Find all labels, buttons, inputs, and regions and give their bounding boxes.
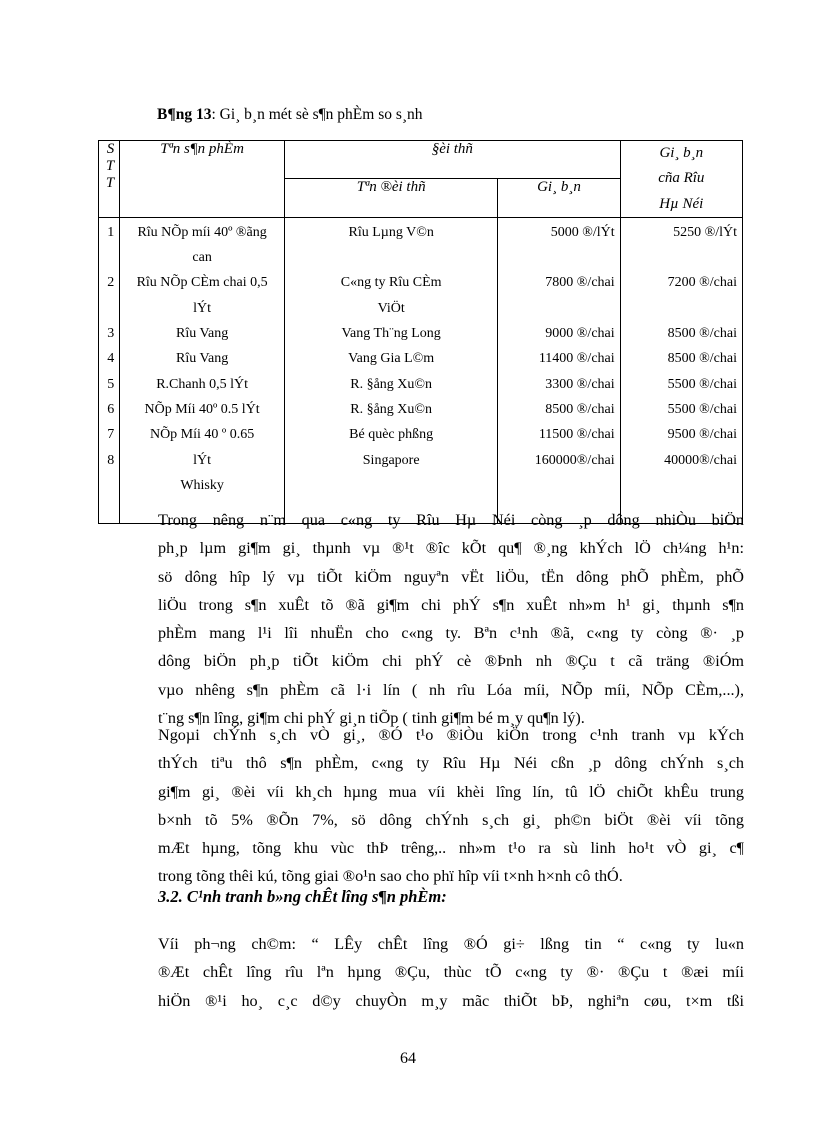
cell-stt [99, 422, 120, 447]
table-row [99, 321, 743, 346]
cell-line: 11400 ®/chai [538, 351, 615, 367]
cell-own_price [620, 346, 742, 371]
text-line: sö dông hîp lý vµ tiÕt kiÖm nguyªn vËt liÖu, tËn dông phÕ phÈm, phÕ [158, 567, 744, 586]
table-row [99, 397, 743, 422]
cell-comp_price [498, 321, 620, 346]
cell-competitor [285, 217, 498, 270]
cell-competitor [285, 321, 498, 346]
cell-line: 1 [107, 224, 115, 240]
cell-comp_price [498, 346, 620, 371]
cell-comp_price [498, 217, 620, 270]
cell-own_price [620, 270, 742, 321]
text-line: thÝch tiªu thô s¶n phÈm, c«ng ty Rîu Hµ Néi cßn ¸p dông chÝnh s¸ch [158, 754, 744, 773]
text-line: gi¶m gi¸ ®èi víi kh¸ch hµng mua víi khèi lîng lín, tû lÖ chiÕt khÊu trung [158, 782, 744, 801]
cell-line: C«ng ty Rîu CÈm [340, 275, 442, 291]
cell-line [104, 473, 114, 498]
text-line: phÈm mang l¹i lîi nhuËn cho c«ng ty. Bªn c¹nh ®ã, c«ng ty còng ®· ¸p [158, 624, 744, 643]
text-line: hiÖn ®¹i ho¸ c¸c d©y chuyÒn m¸y mãc thiÕt bÞ, nghiªn cøu, t×m tßi [158, 991, 744, 1010]
cell-line: Rîu Vang [175, 351, 229, 367]
table-caption [157, 106, 423, 124]
competitor-header: §èi thñ [285, 141, 621, 179]
cell-line: 6 [107, 401, 115, 417]
cell-line: Rîu NÕp míi 40º ®ãng [137, 224, 267, 240]
cell-line [290, 245, 492, 270]
cell-competitor [285, 397, 498, 422]
cell-stt [99, 321, 120, 346]
text-line: Ngoµi chÝnh s¸ch vÒ gi¸, ®Ó t¹o ®iÒu kiÖn trong c¹nh tranh vµ kÝch [158, 726, 744, 744]
cell-line: 40000®/chai [664, 452, 737, 468]
cell-product [120, 346, 285, 371]
cell-stt [99, 217, 120, 270]
cell-line: R. §ång Xu©n [350, 401, 433, 417]
cell-stt [99, 372, 120, 397]
cell-line: 7800 ®/chai [545, 275, 615, 291]
cell-line: can [192, 250, 212, 266]
table-caption-text: : Gi¸ b¸n mét sè s¶n phÈm so s¸nh [211, 106, 423, 123]
cell-line: 11500 ®/chai [538, 427, 615, 443]
own-price-header: Gi¸ b¸n cña Rîu Hµ Néi [620, 141, 742, 218]
cell-line [626, 296, 737, 321]
cell-line: 160000®/chai [534, 452, 615, 468]
cell-line: 4 [107, 351, 115, 367]
cell-product [120, 321, 285, 346]
cell-stt [99, 397, 120, 422]
cell-line [104, 296, 114, 321]
cell-line: 8500 ®/chai [667, 351, 737, 367]
cell-line [503, 245, 614, 270]
text-line: Víi ph¬ng ch©m: “ LÊy chÊt lîng ®Ó gi÷ lßng tin “ c«ng ty lu«n [158, 935, 744, 953]
cell-line: R.Chanh 0,5 lÝt [156, 376, 248, 392]
paragraph-price-policy [158, 721, 744, 891]
cell-line: 7 [107, 427, 115, 443]
cell-line: Bé quèc phßng [349, 427, 434, 443]
cell-product [120, 397, 285, 422]
cell-line: Rîu Vang [175, 326, 229, 342]
cell-line [104, 498, 114, 523]
cell-line: 8500 ®/chai [545, 401, 615, 417]
table-row [99, 372, 743, 397]
text-line: b×nh tõ 5% ®Õn 7%, sö dông chÝnh s¸ch gi¸ ph©n biÖt ®èi víi tõng [158, 810, 744, 829]
cell-line: Vang Gia L©m [348, 351, 435, 367]
paragraph-quality [158, 930, 744, 1015]
cell-comp_price [498, 397, 620, 422]
cell-line: lÝt [193, 452, 212, 468]
cell-line [503, 473, 614, 498]
text-line: liÖu trong s¶n xuÊt tõ ®ã gi¶m chi phÝ s¶n xuÊt nh»m h¹ gi¸ thµnh s¶n [158, 595, 744, 614]
table-body [99, 217, 743, 524]
table-row [99, 422, 743, 447]
cell-competitor [285, 422, 498, 447]
product-name-header: Tªn s¶n phÈm [120, 141, 285, 218]
text-line: Trong nêng n¨m qua c«ng ty Rîu Hµ Néi còng ¸p dông nhiÒu biÖn [158, 511, 744, 529]
table-label: B¶ng 13 [157, 106, 212, 123]
cell-line: 2 [107, 275, 115, 291]
competitor-price-header: Gi¸ b¸n [498, 179, 620, 217]
cell-own_price [620, 397, 742, 422]
cell-competitor [285, 372, 498, 397]
text-line: mÆt hµng, tõng khu vùc thÞ trêng,.. nh»m t¹o ra sù linh ho¹t vÒ gi¸ c¶ [158, 839, 744, 858]
cell-comp_price [498, 372, 620, 397]
cell-line: 7200 ®/chai [667, 275, 737, 291]
cell-line: 8500 ®/chai [667, 326, 737, 342]
cell-line: 9500 ®/chai [667, 427, 737, 443]
cell-product [120, 217, 285, 270]
cell-stt [99, 346, 120, 371]
text-line: ph¸p lµm gi¶m gi¸ thµnh vµ ®¹t ®îc kÕt qu¶ ®¸ng khÝch lÖ ch¼ng h¹n: [158, 539, 744, 558]
cell-line: 5500 ®/chai [667, 401, 737, 417]
table-row [99, 217, 743, 270]
cell-line: 5000 ®/lÝt [550, 224, 615, 240]
cell-line [626, 473, 737, 498]
cell-line: NÕp Míi 40 º 0.65 [149, 427, 255, 443]
cell-own_price [620, 321, 742, 346]
cell-line: 5500 ®/chai [667, 376, 737, 392]
paragraph-cost-reduction [158, 506, 744, 732]
text-line: trong tõng thêi kú, tõng giai ®o¹n sao cho phï hîp víi t×nh h×nh cô thÓ. [158, 867, 623, 886]
cell-competitor [285, 270, 498, 321]
cell-stt [99, 270, 120, 321]
cell-line: 8 [107, 452, 115, 468]
cell-line: 5250 ®/lÝt [673, 224, 737, 240]
table-row [99, 346, 743, 371]
page-number: 64 [400, 1050, 416, 1067]
cell-line: Singapore [362, 452, 420, 468]
cell-line: 3 [107, 326, 115, 342]
cell-line: Rîu Lµng V©n [348, 224, 434, 240]
cell-product [120, 372, 285, 397]
cell-own_price [620, 422, 742, 447]
cell-line: R. §ång Xu©n [350, 376, 433, 392]
cell-stt [99, 448, 120, 524]
cell-line: 9000 ®/chai [545, 326, 615, 342]
cell-comp_price [498, 422, 620, 447]
cell-line [104, 245, 114, 270]
cell-line [290, 473, 492, 498]
cell-line: 3300 ®/chai [545, 376, 615, 392]
competitor-name-header: Tªn ®èi thñ [285, 179, 498, 217]
text-line: vµo nhêng s¶n phÈm cã l·i lín ( nh rîu Lóa míi, NÕp míi, NÕp CÈm,...), [158, 680, 744, 699]
cell-own_price [620, 217, 742, 270]
table-row [99, 270, 743, 321]
cell-line: Rîu NÕp CÈm chai 0,5 [136, 275, 268, 291]
text-line: ®Æt chÊt lîng rîu lªn hµng ®Çu, thùc tÕ c«ng ty ®· ®Çu t ®æi míi [158, 963, 744, 982]
cell-product [120, 422, 285, 447]
cell-line: Whisky [180, 477, 224, 493]
cell-line: 5 [107, 376, 115, 392]
cell-line [503, 296, 614, 321]
cell-line [626, 245, 737, 270]
stt-header: S T T [99, 141, 120, 218]
cell-line: lÝt [193, 300, 212, 316]
cell-competitor [285, 346, 498, 371]
text-line: dông biÖn ph¸p tiÕt kiÖm chi phÝ cè ®Þnh nh ®Çu t cã träng ®iÓm [158, 652, 744, 671]
cell-product [120, 270, 285, 321]
cell-comp_price [498, 270, 620, 321]
cell-line: ViÖt [377, 300, 405, 316]
text-line: t¨ng s¶n lîng, gi¶m chi phÝ gi¸n tiÕp ( tinh gi¶m bé m¸y qu¶n lý). [158, 709, 585, 728]
section-heading: 3.2. C¹nh tranh b»ng chÊt lîng s¶n phÈm: [158, 887, 447, 906]
price-comparison-table [98, 140, 743, 524]
cell-own_price [620, 372, 742, 397]
cell-line: Vang Th¨ng Long [341, 326, 441, 342]
cell-line: NÕp Míi 40º 0.5 lÝt [144, 401, 260, 417]
